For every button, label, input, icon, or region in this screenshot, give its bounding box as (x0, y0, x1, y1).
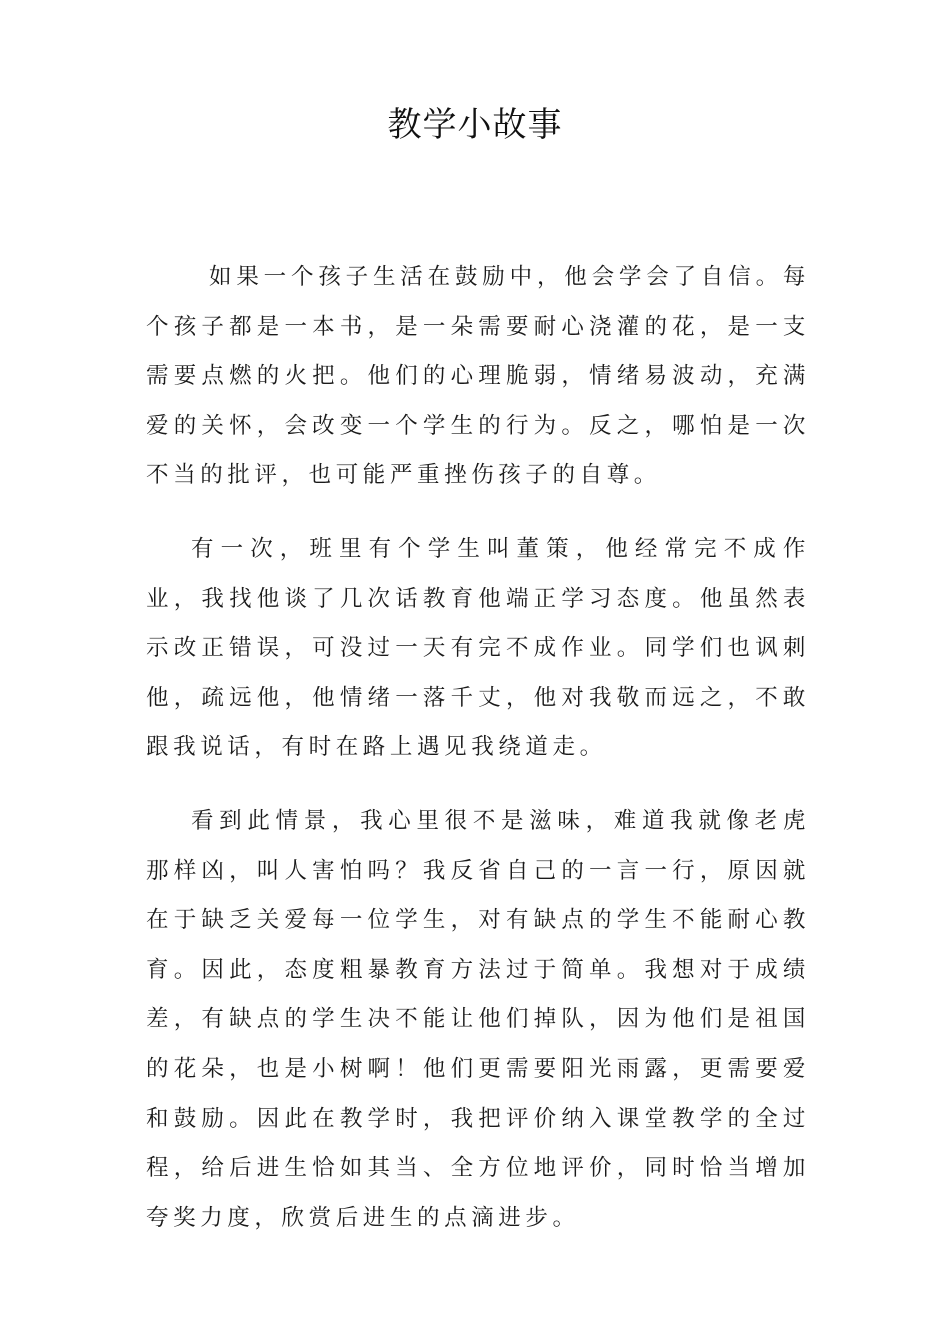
document-body (146, 253, 810, 1267)
paragraph-2: 有一次，班里有个学生叫董策，他经常完不成作业，我找他谈了几次话教育他端正学习态度。他虽然表示改正错误，可没过一天有完不成作业。同学们也讽刺他，疏远他，他情绪一落千丈，他对我敬而远之，不敢跟我说话，有时在路上遇见我绕道走。 (146, 535, 810, 761)
document-title: 教学小故事 (387, 105, 563, 145)
paragraph-1: 如果一个孩子生活在鼓励中，他会学会了自信。每个孩子都是一本书，是一朵需要耐心浇灌的花，是一支需要点燃的火把。他们的心理脆弱，情绪易波动，充满爱的关怀，会改变一个学生的行为。反之，哪怕是一次不当的批评，也可能严重挫伤孩子的自尊。 (146, 264, 810, 489)
paragraph-3: 看到此情景，我心里很不是滋味，难道我就像老虎那样凶，叫人害怕吗？我反省自己的一言一行，原因就在于缺乏关爱每一位学生，对有缺点的学生不能耐心教育。因此，态度粗暴教育方法过于简单。我想对于成绩差，有缺点的学生决不能让他们掉队，因为他们是祖国的花朵，也是小树啊！他们更需要阳光雨露，更需要爱和鼓励。因此在教学时，我把评价纳入课堂教学的全过程，给后进生恰如其当、全方位地评价，同时恰当增加夸奖力度，欣赏后进生的点滴进步。 (146, 807, 810, 1231)
